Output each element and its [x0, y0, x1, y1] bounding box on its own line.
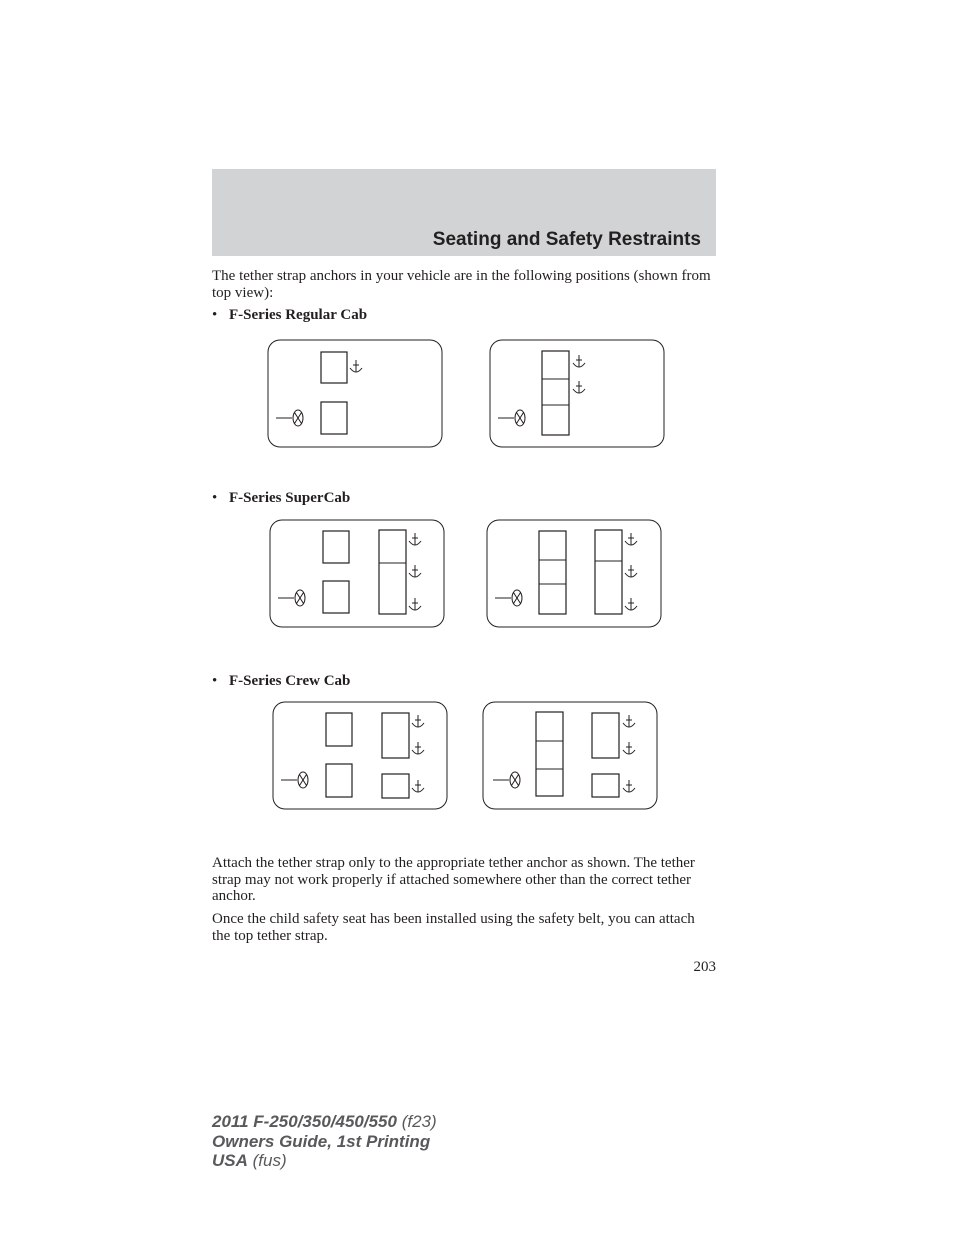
tether-anchor-icon [573, 355, 585, 367]
cab-outline [483, 702, 657, 809]
rear-seat-left [592, 774, 619, 797]
rear-seat-right [592, 713, 619, 758]
bullet-label: F-Series Regular Cab [229, 307, 368, 323]
steering-wheel-icon [276, 410, 303, 426]
footer-line-guide [212, 1132, 437, 1152]
crew-cab-diagram-bench [271, 701, 451, 813]
bullet-label: F-Series Crew Cab [229, 673, 351, 689]
steering-wheel-icon [493, 772, 520, 788]
bullet-dot: • [212, 490, 218, 506]
tether-anchor-icon [412, 780, 424, 792]
steering-wheel-icon [281, 772, 308, 788]
steering-wheel-icon [495, 590, 522, 606]
bullet-supercab [212, 490, 350, 507]
tether-anchor-icon [409, 533, 421, 545]
front-bench [536, 712, 563, 796]
regular-cab-diagram-bench [266, 339, 446, 451]
tether-anchor-icon [350, 360, 362, 372]
seat-driver [321, 402, 347, 434]
bench-seat [542, 351, 569, 435]
seat-driver [323, 581, 349, 613]
tether-anchor-icon [573, 381, 585, 393]
footer-guide: Owners Guide, 1st Printing [212, 1131, 431, 1151]
footer-line-region [212, 1151, 437, 1171]
supercab-diagram-split [485, 519, 665, 631]
bullet-crew-cab [212, 673, 350, 690]
body-paragraph-attach: Attach the tether strap only to the appropriate tether anchor as shown. The tether strap may not work properly if attached somewhere other than the correct tether anchor. [212, 855, 695, 904]
steering-wheel-icon [498, 410, 525, 426]
tether-anchor-icon [625, 598, 637, 610]
tether-anchor-icon [625, 533, 637, 545]
tether-anchor-icon [623, 780, 635, 792]
bullet-dot: • [212, 673, 218, 689]
body-paragraph-installed: Once the child safety seat has been installed using the safety belt, you can attach the top tether strap. [212, 911, 695, 944]
rear-bench [379, 530, 406, 614]
footer-region-code: (fus) [252, 1151, 287, 1170]
bullet-dot: • [212, 307, 218, 323]
cab-outline [270, 520, 444, 627]
cab-outline [490, 340, 664, 447]
crew-cab-diagram-split [481, 701, 661, 813]
section-title: Seating and Safety Restraints [432, 229, 701, 250]
seat-passenger [323, 531, 349, 563]
footer-line-model [212, 1112, 437, 1132]
tether-anchor-icon [409, 598, 421, 610]
seat-passenger [321, 352, 347, 383]
regular-cab-diagram-split [488, 339, 668, 451]
cab-outline [487, 520, 661, 627]
rear-seat-right [382, 713, 409, 758]
intro-text: The tether strap anchors in your vehicle are in the following positions (shown from top view): [212, 268, 711, 301]
bullet-label: F-Series SuperCab [229, 490, 351, 506]
footer-model: 2011 F-250/350/450/550 [212, 1112, 397, 1131]
steering-wheel-icon [278, 590, 305, 606]
front-bench [539, 531, 566, 614]
tether-anchor-icon [623, 742, 635, 754]
rear-seat-left [382, 774, 409, 798]
document-footer [212, 1112, 437, 1171]
footer-region: USA [212, 1151, 248, 1170]
rear-bench [595, 530, 622, 614]
seat-passenger [326, 713, 352, 746]
tether-anchor-icon [412, 715, 424, 727]
tether-anchor-icon [412, 742, 424, 754]
tether-anchor-icon [623, 715, 635, 727]
footer-model-code: (f23) [401, 1112, 437, 1131]
bullet-regular-cab [212, 307, 367, 324]
supercab-diagram-bench [268, 519, 448, 631]
tether-anchor-icon [625, 565, 637, 577]
cab-outline [273, 702, 447, 809]
tether-anchor-icon [409, 565, 421, 577]
cab-outline [268, 340, 442, 447]
seat-driver [326, 764, 352, 797]
page-number: 203 [693, 959, 716, 975]
section-header [212, 169, 716, 256]
